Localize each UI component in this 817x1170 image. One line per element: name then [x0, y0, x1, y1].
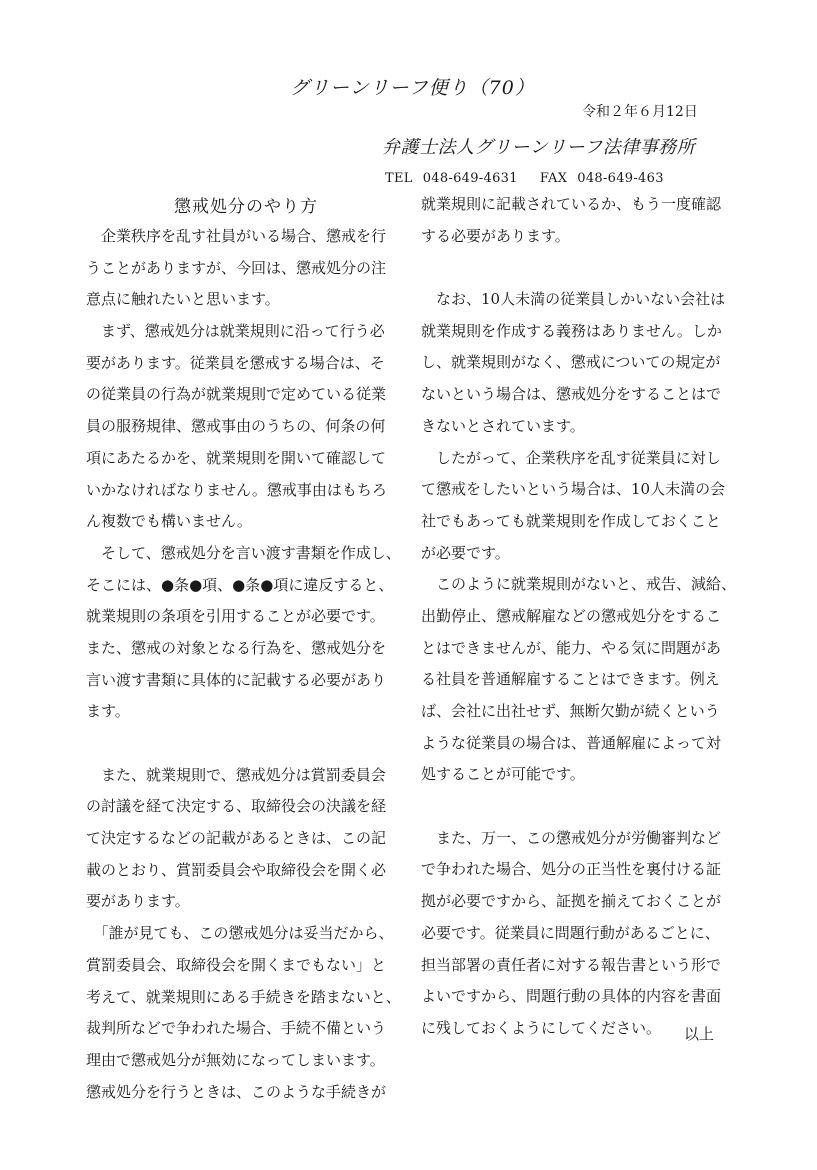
right-column-text-line: ないという場合は、懲戒処分をすることはで	[421, 385, 722, 404]
left-column-text-line: 「誰が見ても、この懲戒処分は妥当だから、	[86, 924, 394, 943]
right-column-text-line: よいですから、問題行動の具体的内容を書面	[421, 987, 722, 1006]
left-column-text-line: 裁判所などで争われた場合、手続不備という	[86, 1019, 387, 1038]
left-column-text-line: 懲戒処分を行うときは、このような手続きが	[86, 1082, 387, 1101]
right-column-text-line: に残しておくようにしてください。	[421, 1018, 662, 1037]
left-column-text-line: 考えて、就業規則にある手続きを踏まないと、	[86, 987, 401, 1006]
firm-name: 弁護士法人グリーンリーフ法律事務所	[382, 137, 696, 158]
left-column-text-line: ます。	[86, 702, 130, 721]
right-column	[421, 189, 736, 1045]
left-column-text-line: また、就業規則で、懲戒処分は賞罰委員会	[86, 765, 386, 784]
right-column-text-line: ような従業員の場合は、普通解雇によって対	[421, 733, 722, 752]
right-column-text-line: とはできませんが、能力、やる気に問題があ	[421, 638, 722, 657]
left-column-text-line: 企業秩序を乱す社員がいる場合、懲戒を行	[86, 227, 387, 245]
right-column-text-line: 就業規則を作成する義務はありません。しか	[421, 321, 722, 340]
left-column-text-line: の従業員の行為が就業規則で定めている従業	[86, 385, 387, 404]
issue-date: 令和２年６月12日	[582, 104, 698, 120]
right-column-text-line: なお、10人未満の従業員しかいない会社は	[421, 290, 726, 309]
left-column-text-line: 理由で懲戒処分が無効になってしまいます。	[86, 1050, 385, 1069]
left-column-text-line: ん複数でも構いません。	[86, 512, 252, 531]
article-heading: 懲戒処分のやり方	[174, 197, 318, 217]
right-column-text-line: 処することが可能です。	[421, 765, 585, 784]
left-column-text-line: 要があります。従業員を懲戒する場合は、そ	[86, 353, 385, 372]
left-column-text-line: 項にあたるかを、就業規則を開いて確認して	[86, 448, 387, 467]
right-column-text-line: 担当部署の責任者に対する報告書という形で	[421, 955, 722, 974]
closing-mark: 以上	[684, 1025, 715, 1043]
right-column-text-line: し、就業規則がなく、懲戒についての規定が	[421, 353, 721, 372]
contact-line	[385, 171, 664, 186]
left-column-text-line: 言い渡す書類に具体的に記載する必要があり	[86, 670, 387, 689]
tel-label: TEL	[385, 171, 413, 186]
tel-number: 048‐649‐4631	[422, 171, 518, 186]
right-column-text-line: で争われた場合、処分の正当性を裏付ける証	[421, 860, 722, 879]
left-column-text-line: いかなければなりません。懲戒事由はもちろ	[86, 480, 387, 499]
left-column-text-line: 賞罰委員会、取締役会を開くまでもない」と	[86, 955, 387, 974]
left-column-text-line: 員の服務規律、懲戒事由のうちの、何条の何	[86, 417, 386, 436]
left-column-text-line: そこには、●条●項、●条●項に違反すると、	[86, 575, 394, 594]
newsletter-title: グリーンリーフ便り（70）	[290, 77, 535, 99]
left-column-text-line: そして、懲戒処分を言い渡す書類を作成し、	[86, 543, 401, 562]
left-column-text-line: また、懲戒の対象となる行為を、懲戒処分を	[86, 638, 387, 657]
fax-number: 048‐649‐463	[577, 171, 664, 186]
right-column-text-line: る社員を普通解雇することはできます。例え	[421, 670, 720, 689]
left-column-text-line: まず、懲戒処分は就業規則に沿って行う必	[86, 322, 385, 341]
left-column-text-line: の討議を経て決定する、取締役会の決議を経	[86, 797, 387, 816]
left-column	[86, 221, 401, 1108]
right-column-blank-line	[421, 791, 736, 823]
right-column-text-line: 拠が必要ですから、証拠を揃えておくことが	[421, 892, 722, 911]
right-column-blank-line	[421, 252, 736, 284]
right-column-text-line: したがって、企業秩序を乱す従業員に対し	[421, 448, 721, 467]
right-column-text-line: きないとされています。	[421, 416, 585, 435]
right-column-text-line: 社でもあっても就業規則を作成しておくこと	[421, 511, 721, 530]
right-column-text-line: て懲戒をしたいという場合は、10人未満の会	[421, 480, 726, 499]
left-column-text-line: て決定するなどの記載があるときは、この記	[86, 829, 387, 848]
left-column-text-line: 意点に触れたいと思います。	[86, 290, 280, 309]
right-column-text-line: 必要です。従業員に問題行動があるごとに、	[421, 923, 720, 942]
right-column-text-line: 就業規則に記載されているか、もう一度確認	[421, 195, 722, 213]
right-column-text-line: する必要があります。	[421, 226, 570, 245]
right-column-text-line: このように就業規則がないと、戒告、減給、	[421, 575, 737, 594]
left-column-blank-line	[86, 728, 401, 760]
fax-label: FAX	[539, 171, 568, 186]
left-column-text-line: 載のとおり、賞罰委員会や取締役会を開く必	[86, 860, 387, 879]
right-column-text-line: ば、会社に出社せず、無断欠勤が続くという	[421, 702, 720, 720]
left-column-text-line: 就業規則の条項を引用することが必要です。	[86, 607, 385, 626]
right-column-text-line: また、万一、この懲戒処分が労働審判など	[421, 828, 722, 847]
right-column-text-line: が必要です。	[421, 543, 510, 562]
left-column-text-line: うことがありますが、今回は、懲戒処分の注	[86, 258, 387, 277]
left-column-text-line: 要があります。	[86, 892, 190, 911]
right-column-text-line: 出勤停止、懲戒解雇などの懲戒処分をするこ	[421, 606, 722, 625]
